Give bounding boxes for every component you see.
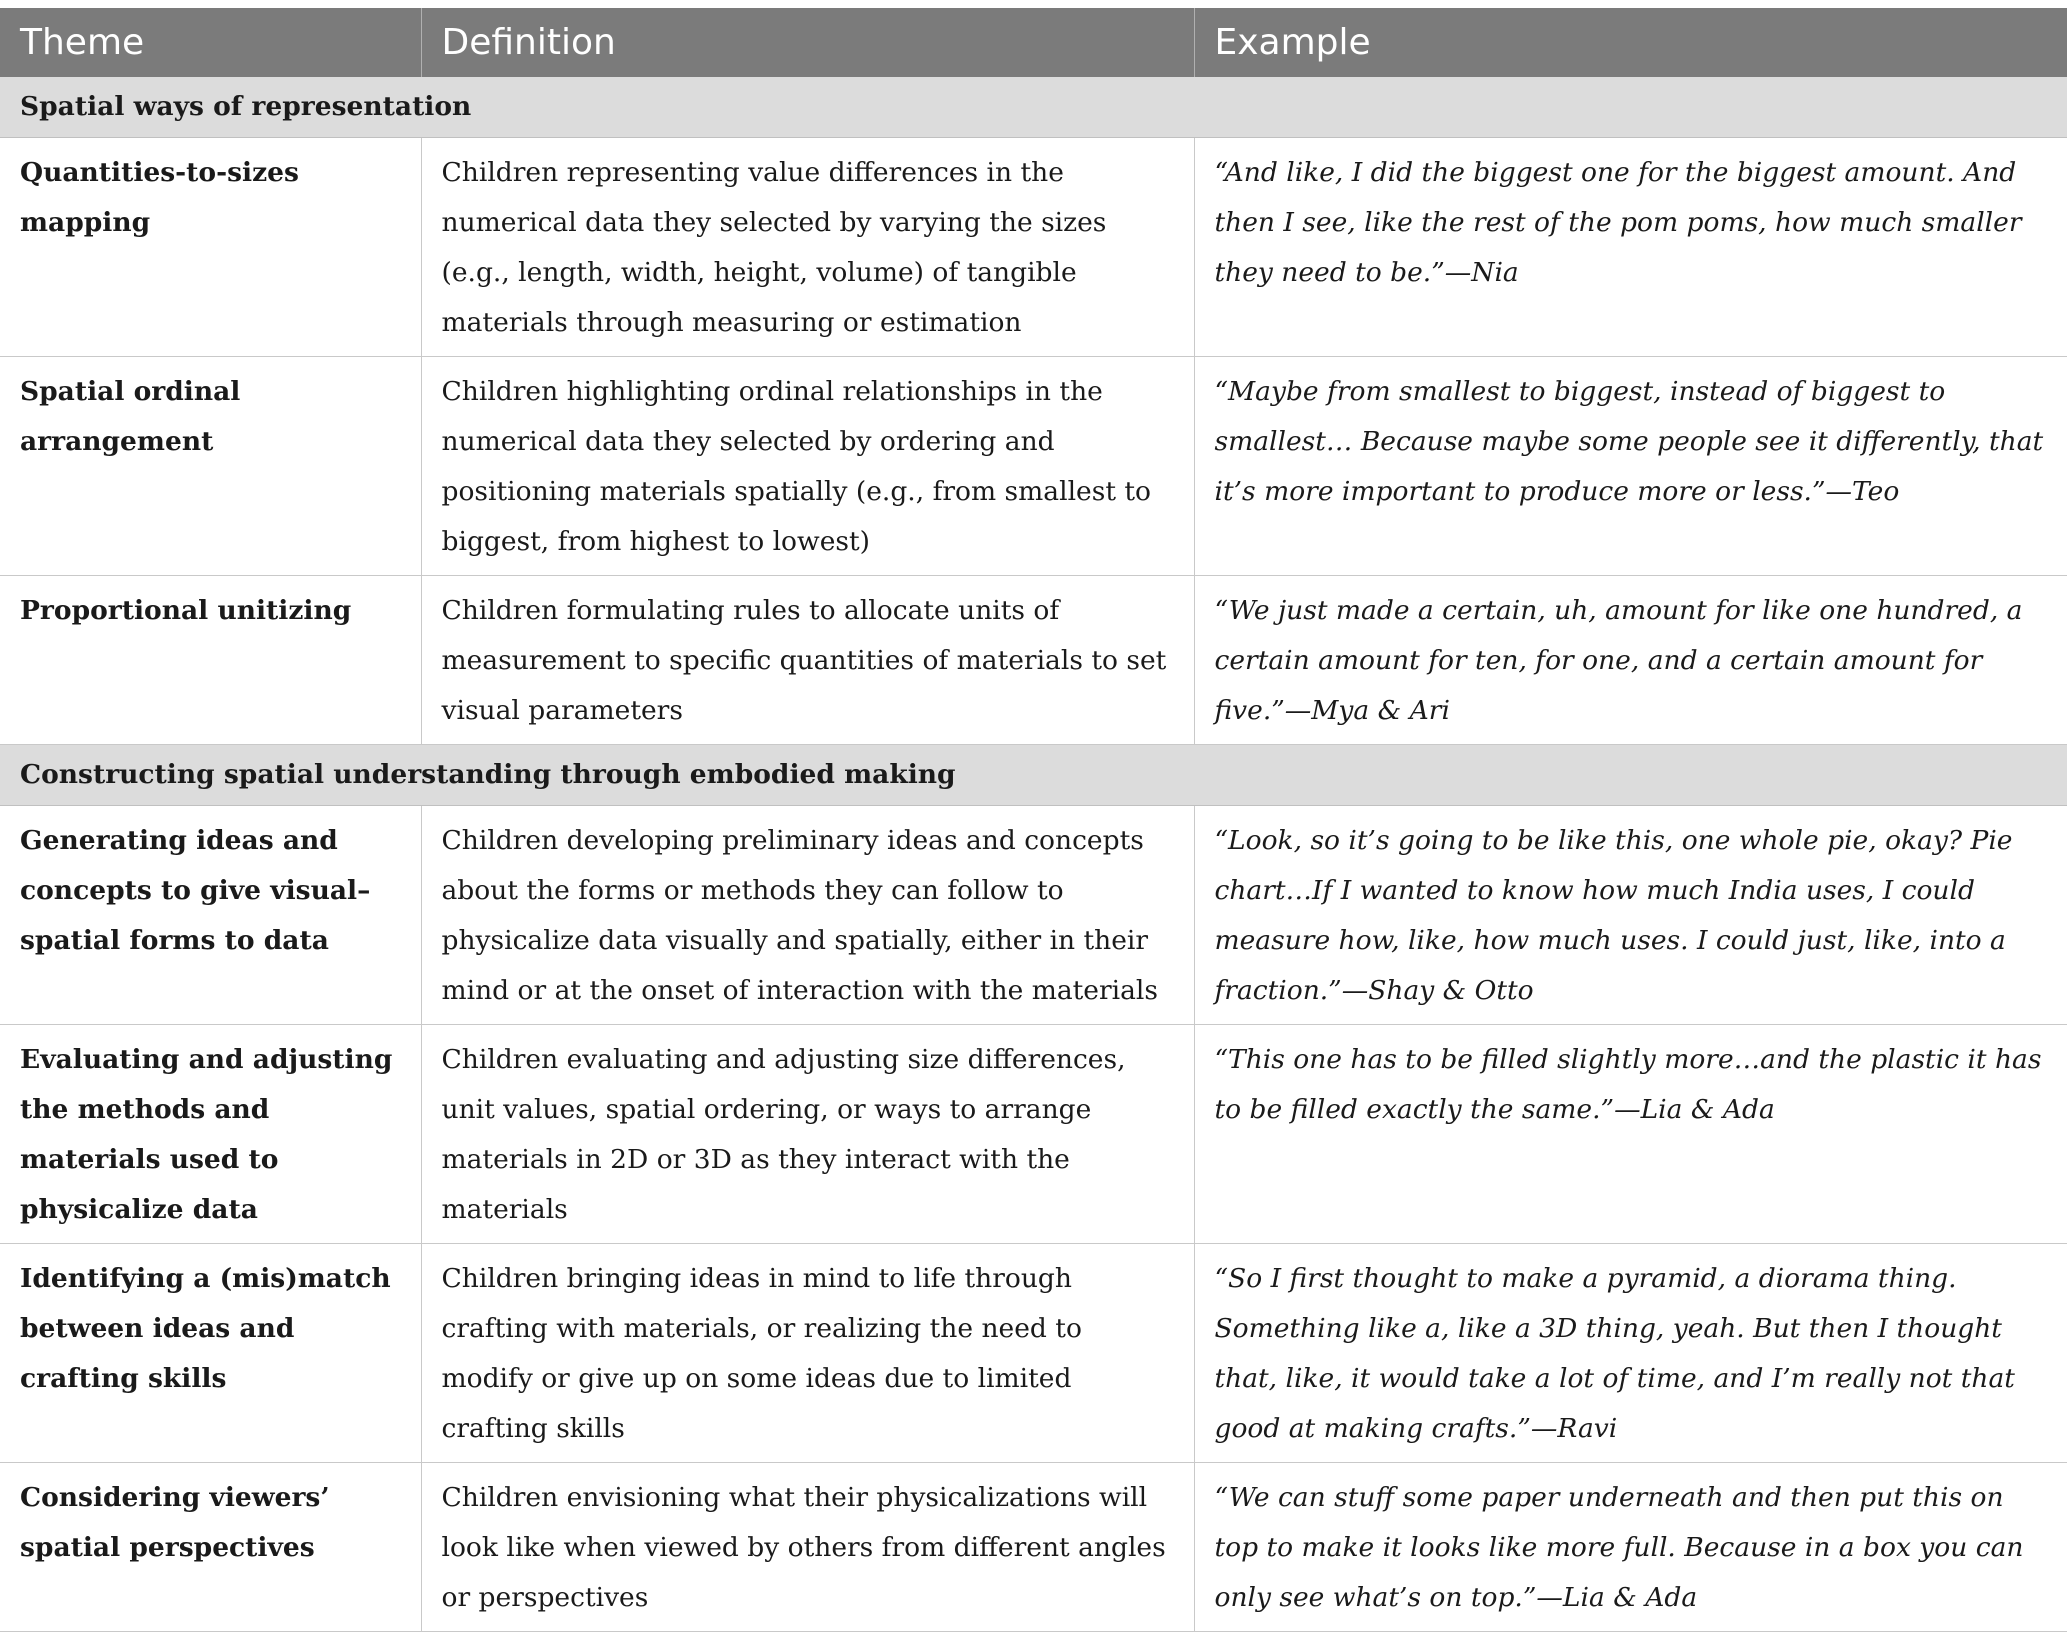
example-cell: “We just made a certain, uh, amount for like one hundred, a certain amount for ten, for one, and a certain amount for five.”—Mya & Ari <box>1194 576 2067 745</box>
example-cell: “This one has to be filled slightly more…and the plastic it has to be filled exactly the same.”—Lia & Ada <box>1194 1025 2067 1244</box>
definition-cell: Children envisioning what their physicalizations will look like when viewed by others from different angles or perspectives <box>421 1463 1194 1632</box>
definition-cell: Children highlighting ordinal relationships in the numerical data they selected by ordering and positioning materials spatially (e.g., from smallest to biggest, from highest to lowest) <box>421 357 1194 576</box>
table-row <box>0 576 2067 745</box>
table-row <box>0 1463 2067 1632</box>
table-row <box>0 357 2067 576</box>
column-header-theme: Theme <box>0 8 421 77</box>
section-row <box>0 77 2067 138</box>
theme-cell: Spatial ordinal arrangement <box>0 357 421 576</box>
table-row <box>0 138 2067 357</box>
example-cell: “Maybe from smallest to biggest, instead of biggest to smallest… Because maybe some people see it differently, that it’s more important to produce more or less.”—Teo <box>1194 357 2067 576</box>
definition-cell: Children formulating rules to allocate units of measurement to specific quantities of materials to set visual parameters <box>421 576 1194 745</box>
example-cell: “We can stuff some paper underneath and then put this on top to make it looks like more full. Because in a box you can only see what’s on top.”—Lia & Ada <box>1194 1463 2067 1632</box>
theme-cell: Proportional unitizing <box>0 576 421 745</box>
theme-cell: Identifying a (mis)match between ideas and crafting skills <box>0 1244 421 1463</box>
column-header-example: Example <box>1194 8 2067 77</box>
definition-cell: Children evaluating and adjusting size differences, unit values, spatial ordering, or ways to arrange materials in 2D or 3D as they interact with the materials <box>421 1025 1194 1244</box>
column-header-definition: Definition <box>421 8 1194 77</box>
header-row <box>0 8 2067 77</box>
definition-cell: Children developing preliminary ideas and concepts about the forms or methods they can follow to physicalize data visually and spatially, either in their mind or at the onset of interaction with the materials <box>421 806 1194 1025</box>
theme-cell: Generating ideas and concepts to give visual–spatial forms to data <box>0 806 421 1025</box>
example-cell: “So I first thought to make a pyramid, a diorama thing. Something like a, like a 3D thing, yeah. But then I thought that, like, it would take a lot of time, and I’m really not that good at making crafts.”—Ravi <box>1194 1244 2067 1463</box>
table-row <box>0 1025 2067 1244</box>
example-cell: “Look, so it’s going to be like this, one whole pie, okay? Pie chart…If I wanted to know how much India uses, I could measure how, like, how much uses. I could just, like, into a fraction.”—Shay & Otto <box>1194 806 2067 1025</box>
section-title: Spatial ways of representation <box>0 77 2067 138</box>
section-title: Constructing spatial understanding through embodied making <box>0 745 2067 806</box>
theme-cell: Quantities-to-sizes mapping <box>0 138 421 357</box>
table-row <box>0 1244 2067 1463</box>
table-row <box>0 806 2067 1025</box>
definition-cell: Children representing value differences in the numerical data they selected by varying the sizes (e.g., length, width, height, volume) of tangible materials through measuring or estimation <box>421 138 1194 357</box>
themes-table <box>0 8 2067 1632</box>
definition-cell: Children bringing ideas in mind to life through crafting with materials, or realizing the need to modify or give up on some ideas due to limited crafting skills <box>421 1244 1194 1463</box>
theme-cell: Evaluating and adjusting the methods and materials used to physicalize data <box>0 1025 421 1244</box>
section-row <box>0 745 2067 806</box>
example-cell: “And like, I did the biggest one for the biggest amount. And then I see, like the rest of the pom poms, how much smaller they need to be.”—Nia <box>1194 138 2067 357</box>
theme-cell: Considering viewers’ spatial perspectives <box>0 1463 421 1632</box>
